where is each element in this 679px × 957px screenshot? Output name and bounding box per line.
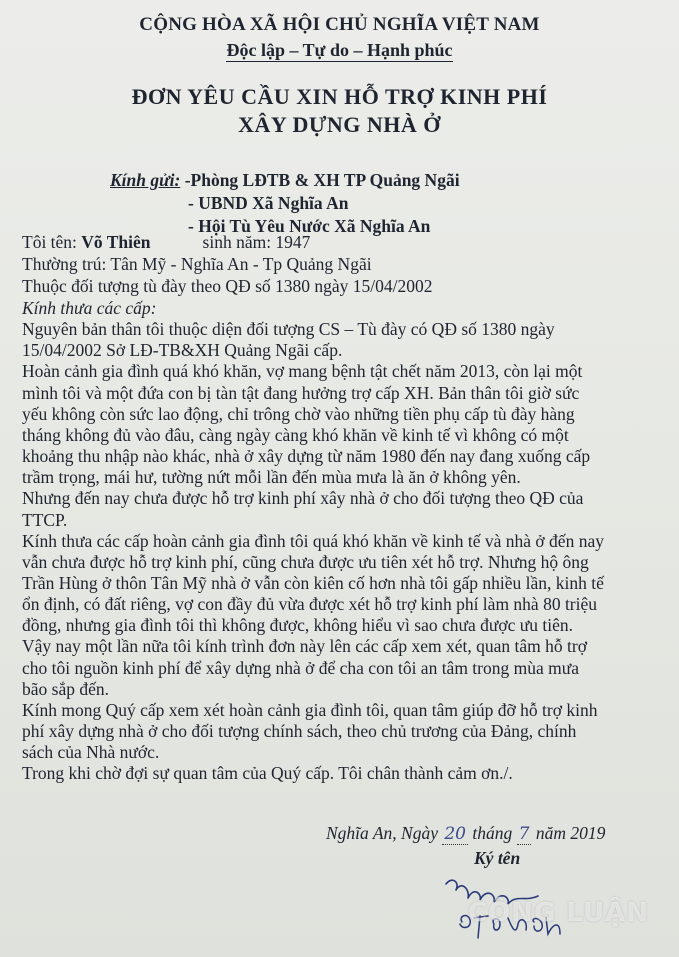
body-line: bão sắp đến.	[22, 678, 109, 699]
document-title-line-1: ĐƠN YÊU CẦU XIN HỖ TRỢ KINH PHÍ	[131, 84, 548, 109]
body-line: trầm trọng, mái hư, tường nứt mỗi lần đến mùa mưa là ăn ở không yên.	[22, 467, 521, 488]
body-line: Nguyên bản thân tôi thuộc diện đối tượng CS – Tù đày có QĐ số 1380 ngày	[22, 319, 555, 340]
date-month-label: tháng	[472, 823, 513, 843]
date-line	[326, 823, 605, 845]
body-line: Nhưng đến nay chưa được hỗ trợ kinh phí xây nhà ở cho đối tượng theo QĐ của	[22, 488, 584, 509]
sign-label: Ký tên	[474, 848, 521, 868]
body-line: Kính mong Quý cấp xem xét hoàn cảnh gia đình tôi, quan tâm giúp đỡ hỗ trợ kinh	[22, 699, 598, 720]
date-year: năm 2019	[535, 823, 606, 843]
body-line: Kính thưa các cấp:	[22, 298, 157, 318]
name-label: Tôi tên:	[22, 232, 82, 252]
body-line: yếu không còn sức lao động, chỉ trông chờ vào những tiền phụ cấp tù đày hàng	[22, 403, 575, 424]
category-line: Thuộc đối tượng tù đày theo QĐ số 1380 ngày 15/04/2002	[22, 276, 433, 296]
body-line: Trong khi chờ đợi sự quan tâm của Quý cấp. Tôi chân thành cảm ơn./.	[22, 763, 513, 784]
body-line: tháng không đủ vào đâu, càng ngày càng khó khăn về kinh tế vì không có một	[22, 424, 569, 445]
body-line: đồng, nhưng gia đình tôi thì không được, không hiểu vì sao chưa được ưu tiên.	[22, 615, 574, 636]
date-place: Nghĩa An, Ngày	[326, 823, 438, 843]
recipients-label: Kính gửi:	[110, 170, 181, 190]
residence-line: Thường trú: Tân Mỹ - Nghĩa An - Tp Quảng Ngãi	[22, 254, 372, 274]
body-line: cho tôi nguồn kinh phí để xây dựng nhà ở để cha con tôi an tâm trong mùa mưa	[22, 657, 579, 678]
watermark-logo: CÔNG LUẬN	[468, 898, 649, 928]
motto-text: Độc lập – Tự do – Hạnh phúc	[226, 40, 453, 60]
date-day: 20	[444, 824, 466, 844]
body-line: phí xây dựng nhà ở cho đối tượng chính sách, theo chủ trương của Đảng, chính	[22, 721, 577, 741]
body-line: khoảng thu nhập nào khác, nhà ở xây dựng từ năm 1980 đến nay đang xuống cấp	[22, 446, 591, 467]
recipient-item: -Phòng LĐTB & XH TP Quảng Ngãi	[184, 170, 460, 190]
body-line: 15/04/2002 Sở LĐ-TB&XH Quảng Ngãi cấp.	[22, 340, 343, 361]
date-month: 7	[518, 824, 530, 844]
body-line: Trần Hùng ở thôn Tân Mỹ nhà ở vẫn còn kiên cố hơn nhà tôi gấp nhiều lần, kinh tế	[22, 572, 604, 593]
body-line: Vậy nay một lần nữa tôi kính trình đơn này lên các cấp xem xét, quan tâm hỗ trợ	[22, 636, 587, 657]
body-line: vẫn chưa được hỗ trợ kinh phí, cũng chưa được ưu tiên xét hỗ trợ. Nhưng hộ ông	[22, 551, 589, 572]
body-line: mình tôi và một đứa con bị tàn tật đang hưởng trợ cấp XH. Bản thân tôi giờ sức	[22, 382, 580, 403]
birth-year: sinh năm: 1947	[202, 232, 311, 252]
recipients-block	[110, 170, 460, 191]
body-line: sách của Nhà nước.	[22, 742, 160, 763]
recipient-item: - Hội Tù Yêu Nước Xã Nghĩa An	[188, 216, 431, 236]
body-line: Hoàn cảnh gia đình quá khó khăn, vợ mang bệnh tật chết năm 2013, còn lại một	[22, 361, 583, 382]
national-motto	[0, 40, 679, 61]
recipient-item: - UBND Xã Nghĩa An	[188, 193, 349, 213]
document-title-line-2: XÂY DỰNG NHÀ Ở	[238, 112, 441, 137]
body-line: TTCP.	[22, 509, 68, 530]
applicant-name: Võ Thiên	[81, 232, 151, 252]
applicant-name-line	[22, 232, 310, 252]
national-heading: CỘNG HÒA XÃ HỘI CHỦ NGHĨA VIỆT NAM	[139, 14, 540, 35]
body-line: Kính thưa các cấp hoàn cảnh gia đình tôi quá khó khăn về kinh tế và nhà ở đến nay	[22, 530, 604, 551]
body-line: ổn định, có đất riêng, vợ con đầy đủ vừa được xét hỗ trợ kinh phí làm nhà 80 triệu	[22, 594, 598, 615]
